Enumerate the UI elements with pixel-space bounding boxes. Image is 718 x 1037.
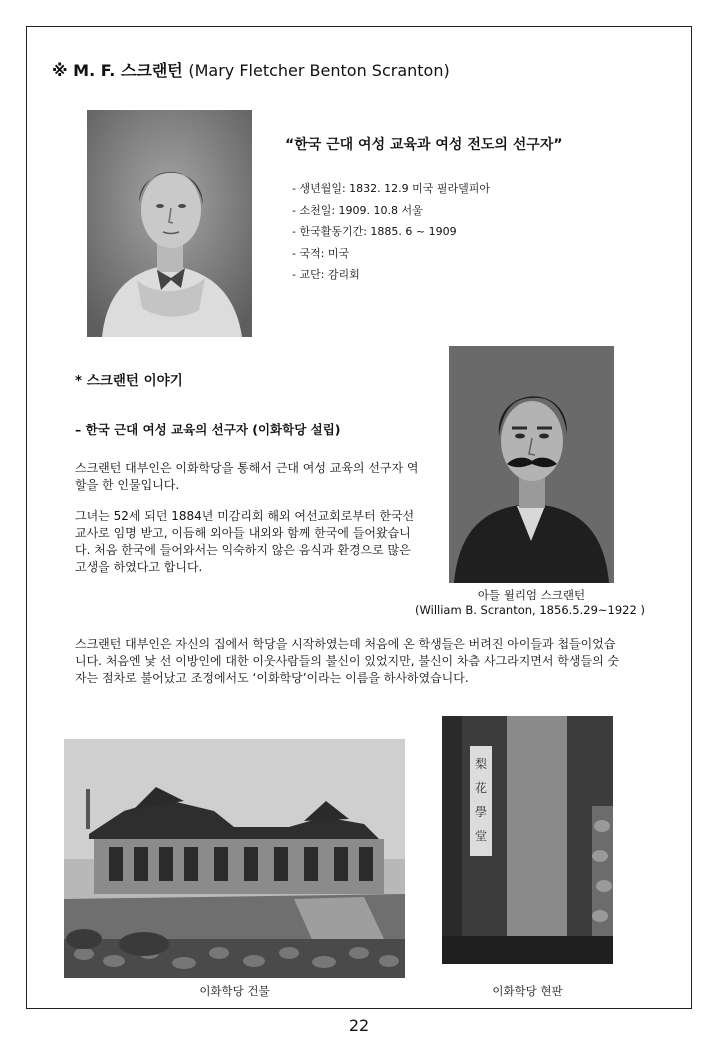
fact-active-period: - 한국활동기간: 1885. 6 ~ 1909 [292,225,457,238]
portrait-william-graphic [449,346,614,583]
portrait-mary-scranton [87,110,252,337]
signboard-text: 梨花學堂 [474,757,487,843]
portrait-mary-graphic [87,110,252,337]
story-paragraph-2: 그녀는 52세 되던 1884년 미감리회 해외 여선교회로부터 한국선교사로 임명 받고, 이듬해 외아들 내외와 함께 한국에 들어왔습니다. 처음 한국에 들어와서는 익숙하지 않은 음식과 환경으로 많은 고생을 하였다고 합니다. [75,509,415,574]
page-heading [52,58,450,81]
heading-title-en: (Mary Fletcher Benton Scranton) [188,61,450,80]
quote-headline: “한국 근대 여성 교육과 여성 전도의 선구자” [285,137,563,153]
story-paragraph-3: 스크랜턴 대부인은 자신의 집에서 학당을 시작하였는데 처음에 온 학생들은 버려진 아이들과 첩들이었습니다. 처음엔 낯 선 이방인에 대한 이웃사람들의 불신이 있었지만, 불신이 차츰 사그라지면서 학생들의 숫자는 점차로 불어났고 조정에서도 ‘이화학당’이라는 이름을 하사하였습니다. [75,637,620,685]
story-subtitle: – 한국 근대 여성 교육의 선구자 (이화학당 설립) [75,422,341,437]
fact-death: - 소천일: 1909. 10.8 서울 [292,203,423,217]
ewha-signboard-graphic [442,716,613,964]
fact-denomination: - 교단: 감리회 [292,268,360,281]
building-caption: 이화학당 건물 [199,984,270,998]
heading-title-ko: M. F. 스크랜턴 [73,61,183,80]
son-caption-dates: (William B. Scranton, 1856.5.29~1922 ) [415,603,645,617]
page-number: 22 [348,1016,370,1035]
son-caption-name: 아들 윌리엄 스크랜턴 [477,588,586,602]
story-paragraph-1: 스크랜턴 대부인은 이화학당을 통해서 근대 여성 교육의 선구자 역할을 한 인물입니다. [75,461,419,492]
signboard-caption: 이화학당 현판 [492,984,563,998]
fact-birth: - 생년월일: 1832. 12.9 미국 필라델피아 [292,182,491,195]
fact-nationality: - 국적: 미국 [292,246,350,260]
ewha-building-graphic [64,739,405,978]
photo-ewha-building [64,739,405,978]
story-title: * 스크랜턴 이야기 [75,373,183,389]
heading-marker: ※ [52,61,68,80]
photo-ewha-signboard [442,716,613,964]
facts-list [292,178,490,286]
portrait-william-scranton [449,346,614,583]
